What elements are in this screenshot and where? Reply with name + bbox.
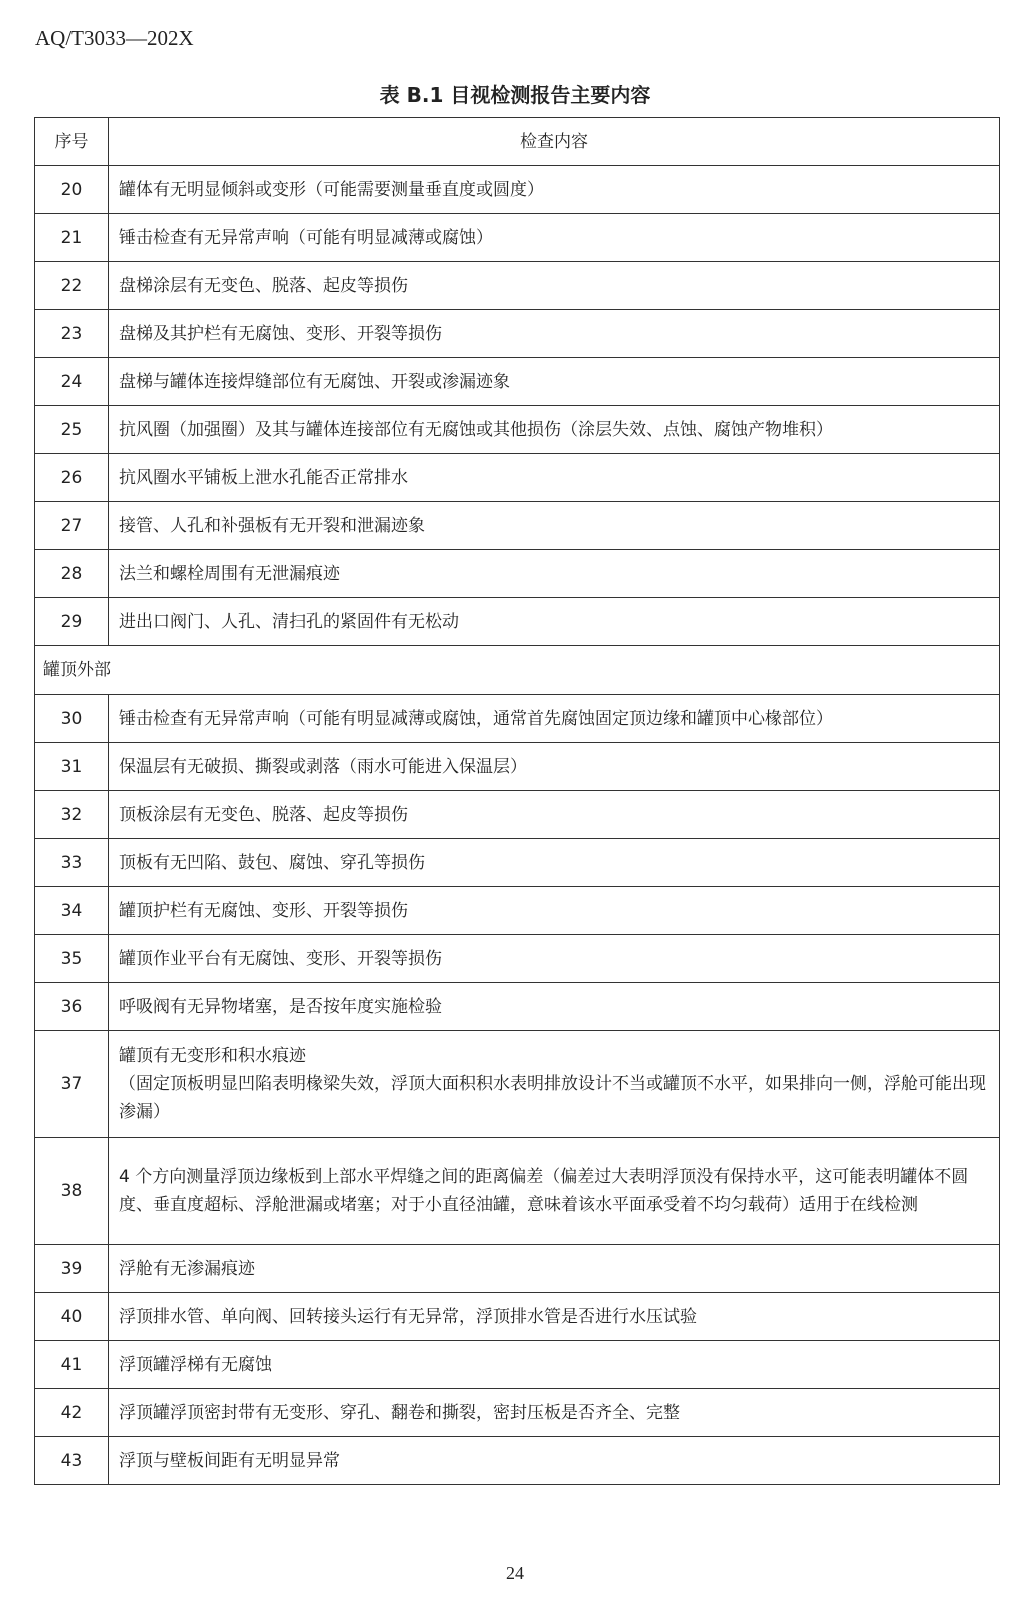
table-row bbox=[35, 1389, 1000, 1437]
row-number: 43 bbox=[35, 1437, 109, 1485]
row-number: 20 bbox=[35, 166, 109, 214]
row-content: 盘梯及其护栏有无腐蚀、变形、开裂等损伤 bbox=[109, 310, 1000, 358]
row-content-note: （固定顶板明显凹陷表明椽梁失效，浮顶大面积积水表明排放设计不当或罐顶不水平，如果排向一侧，浮舱可能出现渗漏） bbox=[119, 1074, 986, 1122]
table-row bbox=[35, 598, 1000, 646]
row-number: 22 bbox=[35, 262, 109, 310]
row-content: 进出口阀门、人孔、清扫孔的紧固件有无松动 bbox=[109, 598, 1000, 646]
row-content: 盘梯与罐体连接焊缝部位有无腐蚀、开裂或渗漏迹象 bbox=[109, 358, 1000, 406]
row-content bbox=[109, 1031, 1000, 1138]
table-row bbox=[35, 214, 1000, 262]
row-number: 26 bbox=[35, 454, 109, 502]
table-row bbox=[35, 935, 1000, 983]
row-number: 35 bbox=[35, 935, 109, 983]
table-row bbox=[35, 1031, 1000, 1138]
row-number: 37 bbox=[35, 1031, 109, 1138]
row-number: 25 bbox=[35, 406, 109, 454]
table-row bbox=[35, 1293, 1000, 1341]
row-content: 4 个方向测量浮顶边缘板到上部水平焊缝之间的距离偏差（偏差过大表明浮顶没有保持水平，这可能表明罐体不圆度、垂直度超标、浮舱泄漏或堵塞；对于小直径油罐，意味着该水平面承受着不均匀载荷）适用于在线检测 bbox=[109, 1138, 1000, 1245]
row-number: 23 bbox=[35, 310, 109, 358]
table-row bbox=[35, 743, 1000, 791]
row-number: 34 bbox=[35, 887, 109, 935]
row-number: 30 bbox=[35, 695, 109, 743]
row-content: 罐顶护栏有无腐蚀、变形、开裂等损伤 bbox=[109, 887, 1000, 935]
table-row bbox=[35, 358, 1000, 406]
column-header-number: 序号 bbox=[35, 118, 109, 166]
row-content: 呼吸阀有无异物堵塞，是否按年度实施检验 bbox=[109, 983, 1000, 1031]
row-content: 浮顶排水管、单向阀、回转接头运行有无异常，浮顶排水管是否进行水压试验 bbox=[109, 1293, 1000, 1341]
table-row bbox=[35, 839, 1000, 887]
row-content: 浮顶与壁板间距有无明显异常 bbox=[109, 1437, 1000, 1485]
table-row bbox=[35, 406, 1000, 454]
table-row bbox=[35, 1437, 1000, 1485]
row-content-line: 罐顶有无变形和积水痕迹 bbox=[119, 1046, 306, 1066]
row-number: 41 bbox=[35, 1341, 109, 1389]
table-row bbox=[35, 502, 1000, 550]
row-content: 浮顶罐浮顶密封带有无变形、穿孔、翻卷和撕裂，密封压板是否齐全、完整 bbox=[109, 1389, 1000, 1437]
row-content: 浮舱有无渗漏痕迹 bbox=[109, 1245, 1000, 1293]
row-content: 接管、人孔和补强板有无开裂和泄漏迹象 bbox=[109, 502, 1000, 550]
row-content: 抗风圈（加强圈）及其与罐体连接部位有无腐蚀或其他损伤（涂层失效、点蚀、腐蚀产物堆积） bbox=[109, 406, 1000, 454]
table-row bbox=[35, 791, 1000, 839]
row-content: 锤击检查有无异常声响（可能有明显减薄或腐蚀） bbox=[109, 214, 1000, 262]
row-content: 保温层有无破损、撕裂或剥落（雨水可能进入保温层） bbox=[109, 743, 1000, 791]
row-number: 27 bbox=[35, 502, 109, 550]
table-row bbox=[35, 1245, 1000, 1293]
row-content: 顶板涂层有无变色、脱落、起皮等损伤 bbox=[109, 791, 1000, 839]
table-row bbox=[35, 166, 1000, 214]
row-content: 浮顶罐浮梯有无腐蚀 bbox=[109, 1341, 1000, 1389]
row-number: 24 bbox=[35, 358, 109, 406]
row-content: 抗风圈水平铺板上泄水孔能否正常排水 bbox=[109, 454, 1000, 502]
row-number: 36 bbox=[35, 983, 109, 1031]
section-label: 罐顶外部 bbox=[35, 646, 1000, 695]
table-row bbox=[35, 262, 1000, 310]
section-row bbox=[35, 646, 1000, 695]
column-header-content: 检查内容 bbox=[109, 118, 1000, 166]
row-number: 28 bbox=[35, 550, 109, 598]
table-row bbox=[35, 1341, 1000, 1389]
row-number: 39 bbox=[35, 1245, 109, 1293]
table-row bbox=[35, 887, 1000, 935]
page-number: 24 bbox=[506, 1563, 524, 1583]
table-row bbox=[35, 550, 1000, 598]
row-number: 21 bbox=[35, 214, 109, 262]
document-code: AQ/T3033—202X bbox=[35, 26, 194, 50]
row-content: 顶板有无凹陷、鼓包、腐蚀、穿孔等损伤 bbox=[109, 839, 1000, 887]
table-row bbox=[35, 983, 1000, 1031]
row-number: 33 bbox=[35, 839, 109, 887]
row-content: 罐体有无明显倾斜或变形（可能需要测量垂直度或圆度） bbox=[109, 166, 1000, 214]
row-content: 罐顶作业平台有无腐蚀、变形、开裂等损伤 bbox=[109, 935, 1000, 983]
table-header-row bbox=[35, 118, 1000, 166]
table-row bbox=[35, 454, 1000, 502]
row-number: 40 bbox=[35, 1293, 109, 1341]
table-row bbox=[35, 695, 1000, 743]
row-content: 锤击检查有无异常声响（可能有明显减薄或腐蚀，通常首先腐蚀固定顶边缘和罐顶中心椽部位） bbox=[109, 695, 1000, 743]
row-number: 32 bbox=[35, 791, 109, 839]
table-title: 表 B.1 目视检测报告主要内容 bbox=[379, 83, 651, 107]
table-row bbox=[35, 310, 1000, 358]
row-number: 31 bbox=[35, 743, 109, 791]
row-content: 盘梯涂层有无变色、脱落、起皮等损伤 bbox=[109, 262, 1000, 310]
row-content: 法兰和螺栓周围有无泄漏痕迹 bbox=[109, 550, 1000, 598]
row-number: 29 bbox=[35, 598, 109, 646]
row-number: 42 bbox=[35, 1389, 109, 1437]
inspection-table bbox=[34, 117, 1000, 1485]
row-number: 38 bbox=[35, 1138, 109, 1245]
table-row bbox=[35, 1138, 1000, 1245]
